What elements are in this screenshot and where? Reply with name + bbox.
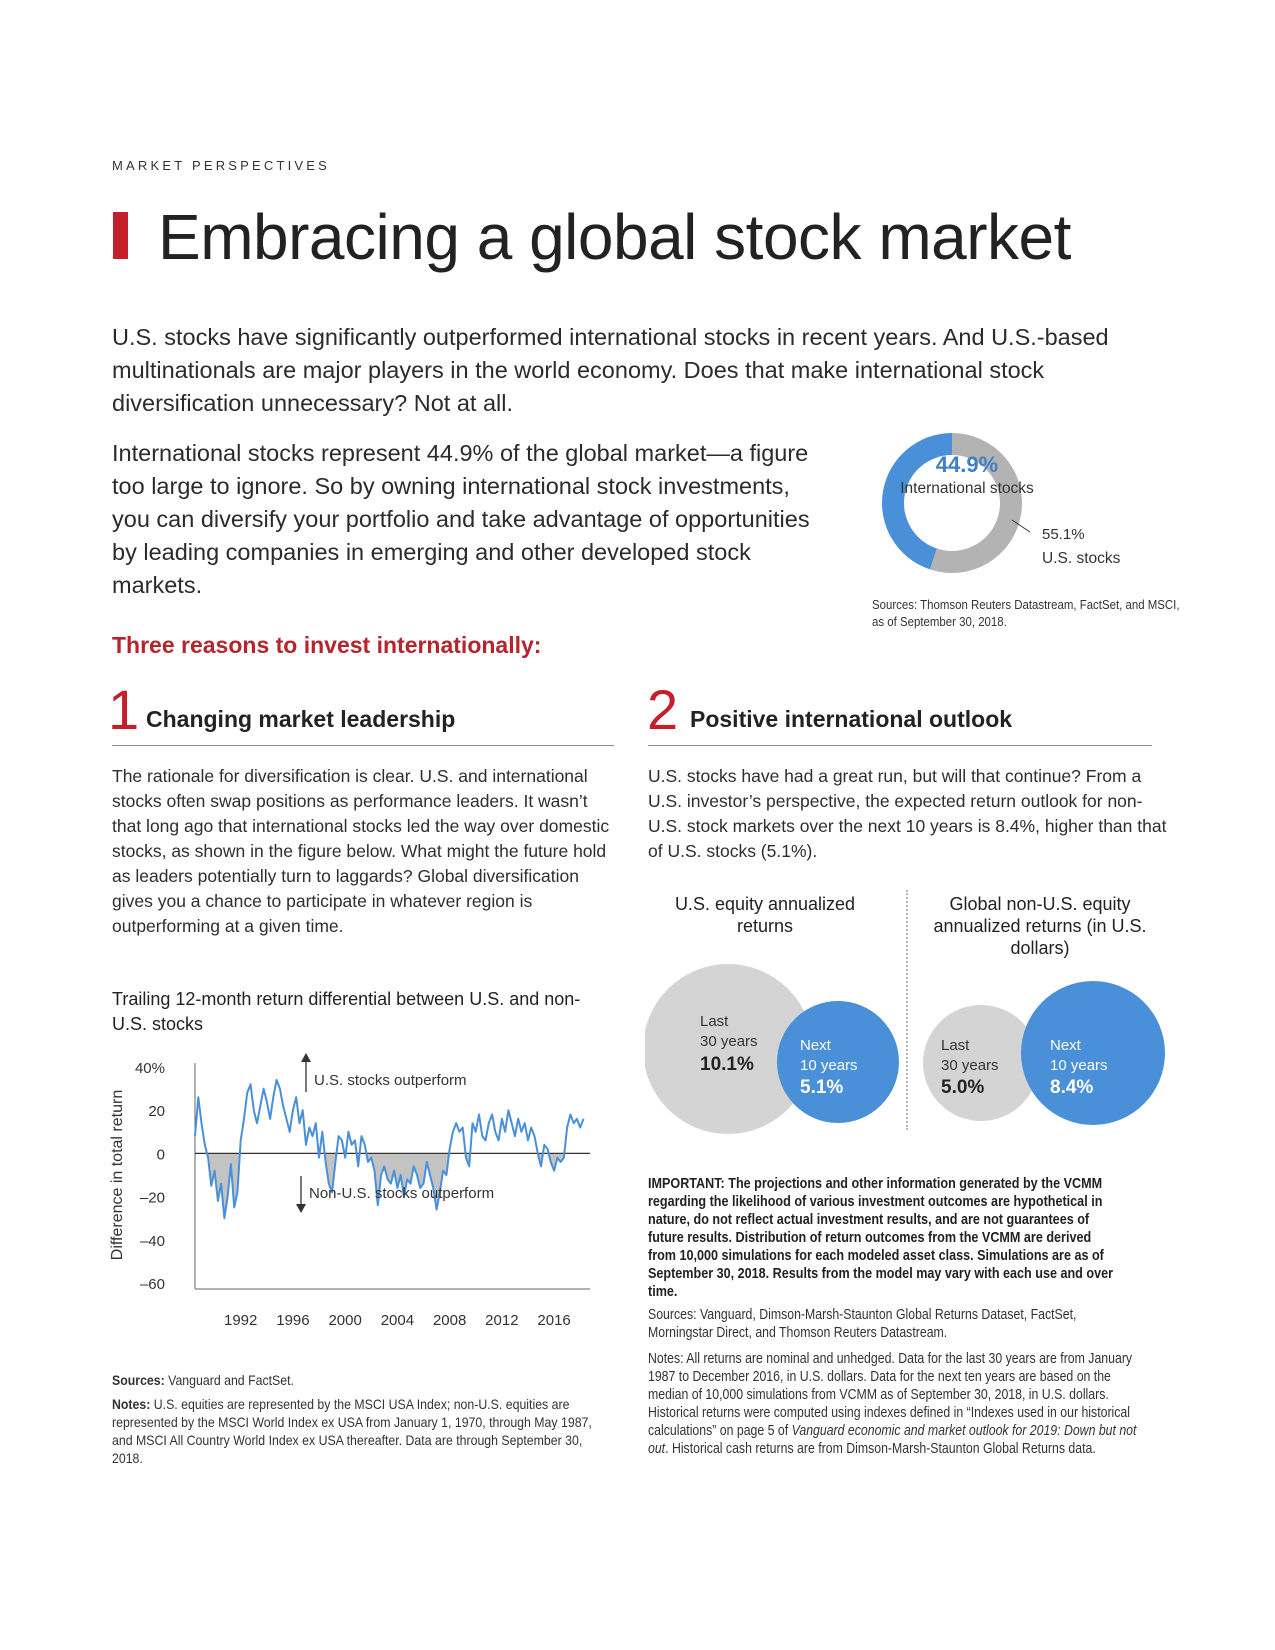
section-2-rule [648,745,1152,746]
section-1-rule [112,745,614,746]
global-equity-heading: Global non-U.S. equity annualized returns (in U.S. dollars) [933,894,1147,958]
returns-notes-tail: . Historical cash returns are from Dimson-Marsh-Staunton Global Returns data. [665,1440,1096,1457]
x-tick-label: 1992 [224,1312,258,1329]
section-2-number: 2 [647,678,679,741]
up-arrow-icon [301,1053,311,1062]
x-tick-label: 1996 [276,1312,310,1329]
chart-sources [112,1372,294,1388]
y-tick-label: –60 [139,1276,165,1293]
gl-last-label-1: Last [941,1037,970,1054]
chart-title: Trailing 12-month return differential between U.S. and non-U.S. stocks [112,989,581,1034]
chart-notes-label: Notes: [112,1396,151,1412]
y-tick-label: –40 [139,1232,165,1250]
gl-last-value: 5.0% [941,1077,985,1098]
annotation-us-outperform: U.S. stocks outperform [314,1072,467,1089]
chart-notes-text: U.S. equities are represented by the MSCI USA Index; non-U.S. equities are represented by the MSCI World Index ex USA from January 1, 1970, through May 1987, and MSCI All Country World Index ex USA thereafter. Data are through September 30, 2018. [112,1396,592,1466]
chart-notes [112,1395,609,1467]
down-arrow-icon [296,1204,306,1213]
gl-next-label-2: 10 years [1050,1057,1108,1074]
gl-next-bubble [1021,981,1165,1125]
section-2-body: U.S. stocks have had a great run, but will that continue? From a U.S. investor’s perspective, the expected return outlook for non-U.S. stock markets over the next 10 years is 8.4%, higher than that of U.S. stocks (5.1%). [648,766,1167,861]
donut-us-percent: 55.1% [1042,526,1085,543]
chart-sources-text: Vanguard and FactSet. [164,1372,294,1388]
reasons-heading: Three reasons to invest internationally: [112,632,542,658]
important-disclaimer: IMPORTANT: The projections and other information generated by the VCMM regarding the likelihood of various investment outcomes are hypothetical in nature, do not reflect actual investment results, and are not guarantees of future results. Distribution of return outcomes from the VCMM are derived from 10,000 simulations for each modeled asset class. Simulations are as of September 30, 2018. Results from the model may vary with each use and over time. [648,1175,1113,1300]
returns-notes [648,1350,1140,1458]
intro-paragraph-2: International stocks represent 44.9% of the global market—a figure too large to ignore. So by owning international stock investments, you can diversify your portfolio and take advantage of opportunities by leading companies in emerging and other developed stock markets. [112,440,810,598]
us-equity-heading: U.S. equity annualized returns [674,894,856,936]
section-kicker: MARKET PERSPECTIVES [112,158,331,173]
title-accent-bar [113,212,128,259]
y-tick-label: –20 [139,1189,165,1207]
donut-us-label: U.S. stocks [1042,550,1121,567]
market-share-donut [860,408,1160,608]
section-2-heading: Positive international outlook [690,706,1013,732]
x-tick-label: 2004 [380,1312,415,1329]
gl-next-value: 8.4% [1050,1077,1094,1098]
returns-sources: Sources: Vanguard, Dimson-Marsh-Staunton Global Returns Dataset, FactSet, Morningstar Direct, and Thomson Reuters Datastream. [648,1306,1077,1341]
returns-notes-text: Notes: All returns are nominal and unhedged. Data for the last 30 years are from January 1987 to December 2016, in U.S. dollars. Data for the next ten years are based on the median of 10,000 simulations from VCMM as of September 30, 2018, in U.S. dollars. Historical returns were computed using indexes defined in “Indexes used in our historical calculations” on page 5 of [648,1350,1133,1439]
x-tick-label: 2016 [537,1312,571,1329]
us-last-label-2: 30 years [700,1033,758,1050]
x-tick-label: 2008 [432,1312,467,1329]
us-next-value: 5.1% [800,1077,844,1098]
intro-paragraph-1: U.S. stocks have significantly outperformed international stocks in recent years. And U.S.-based multinationals are major players in the world economy. Does that make international stock diversification unnecessary? Not at all. [112,324,1109,416]
us-last-label-1: Last [700,1013,729,1030]
returns-bubble-chart [645,950,1185,1150]
section-1-number: 1 [108,678,140,741]
chart-sources-label: Sources: [112,1372,165,1388]
returns-notes-publication: Vanguard economic and market outlook for 2019: Down but not out [648,1422,1137,1457]
y-tick-label: 20 [148,1103,165,1121]
x-tick-label: 2012 [485,1312,519,1329]
y-tick-label: 40% [134,1060,165,1077]
us-last-value: 10.1% [700,1054,754,1075]
section-1-body: The rationale for diversification is clear. U.S. and international stocks often swap positions as performance leaders. It wasn’t that long ago that international stocks led the way over domestic stocks, as shown in the figure below. What might the future hold as leaders potentially turn to laggards? Global diversification gives you a chance to participate in whatever region is outperforming at a given time. [112,766,610,936]
us-next-label-1: Next [800,1037,831,1054]
annotation-nonus-outperform: Non-U.S. stocks outperform [309,1185,495,1202]
gl-last-label-2: 30 years [941,1057,999,1074]
y-tick-label: 0 [156,1146,165,1164]
us-next-label-2: 10 years [800,1057,858,1074]
gl-next-label-1: Next [1050,1037,1081,1054]
donut-sources: Sources: Thomson Reuters Datastream, FactSet, and MSCI, as of September 30, 2018. [872,597,1180,629]
return-differential-chart [105,1050,625,1350]
donut-intl-label: International stocks [900,480,1034,497]
x-tick-label: 2000 [328,1312,362,1329]
y-axis-label: Difference in total return [109,1089,126,1261]
page-title: Embracing a global stock market [158,201,1071,273]
section-1-heading: Changing market leadership [146,706,456,732]
donut-intl-percent: 44.9% [935,452,999,477]
